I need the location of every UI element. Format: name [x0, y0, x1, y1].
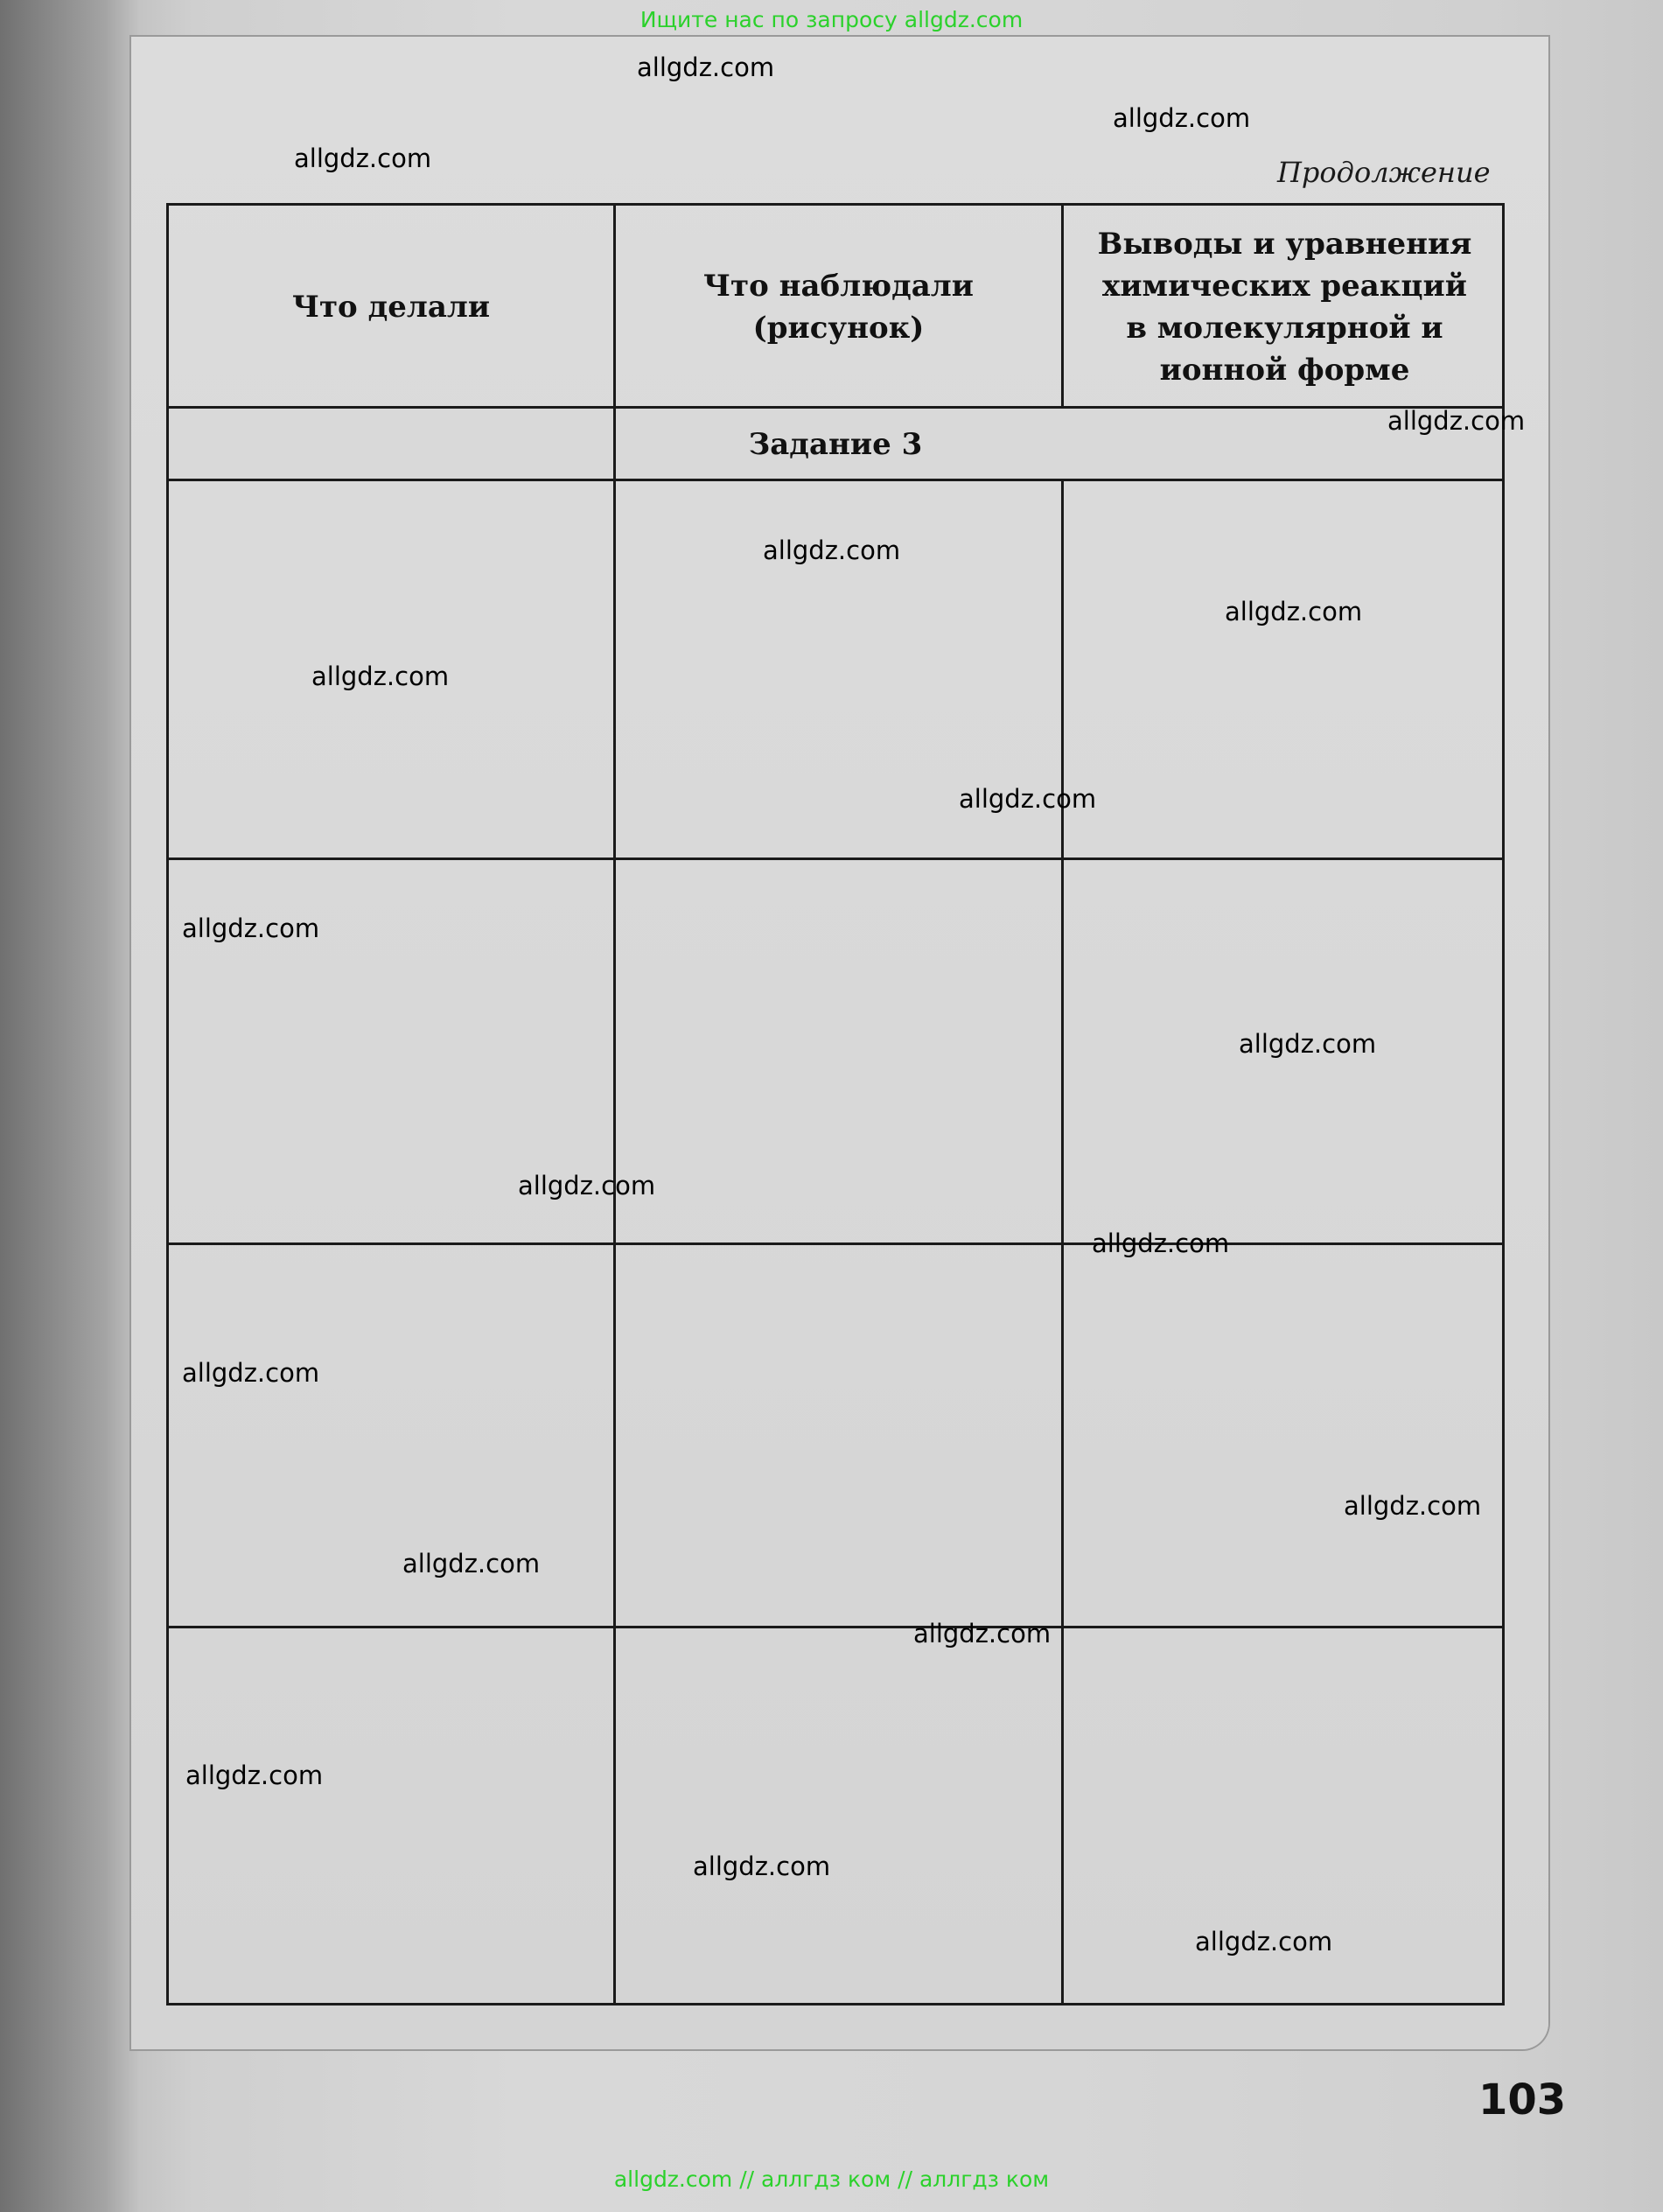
header-what-did: Что делали [291, 290, 491, 325]
watermark: allgdz.com [1225, 597, 1363, 626]
watermark: allgdz.com [913, 1619, 1052, 1648]
watermark: allgdz.com [311, 662, 450, 691]
watermark: allgdz.com [763, 536, 901, 565]
row-rule-3 [169, 1626, 1502, 1628]
watermark: allgdz.com [693, 1852, 831, 1881]
watermark: allgdz.com [182, 914, 320, 943]
row-rule-2 [169, 1242, 1502, 1245]
header-conclusions: Выводы и уравнения химических реакций в молекулярной и ионной форме [1097, 227, 1472, 388]
header-what-observed: Что наблюдали (рисунок) [703, 269, 974, 346]
task-row-rule [169, 479, 1502, 481]
task-mask-left [613, 206, 616, 479]
experiment-table [166, 203, 1505, 2006]
watermark: allgdz.com [518, 1171, 656, 1200]
footer-banner[interactable]: allgdz.com // аллгдз ком // аллгдз ком [613, 2166, 1050, 2192]
watermark: allgdz.com [959, 784, 1097, 814]
page-number: 103 [1478, 2076, 1567, 2124]
watermark: allgdz.com [1113, 103, 1251, 133]
watermark: allgdz.com [1239, 1029, 1377, 1059]
watermark: allgdz.com [294, 144, 432, 173]
watermark: allgdz.com [1195, 1927, 1333, 1956]
watermark: allgdz.com [185, 1760, 324, 1790]
watermark: allgdz.com [637, 52, 775, 82]
watermark: allgdz.com [1387, 406, 1526, 436]
watermark: allgdz.com [1092, 1228, 1230, 1258]
watermark: allgdz.com [182, 1358, 320, 1388]
watermark: allgdz.com [402, 1549, 541, 1578]
task-label: Задание 3 [169, 409, 1502, 480]
continued-label: Продолжение [1277, 156, 1491, 189]
top-banner[interactable]: Ищите нас по запросу allgdz.com [639, 7, 1024, 32]
watermark: allgdz.com [1344, 1491, 1482, 1521]
row-rule-1 [169, 858, 1502, 860]
